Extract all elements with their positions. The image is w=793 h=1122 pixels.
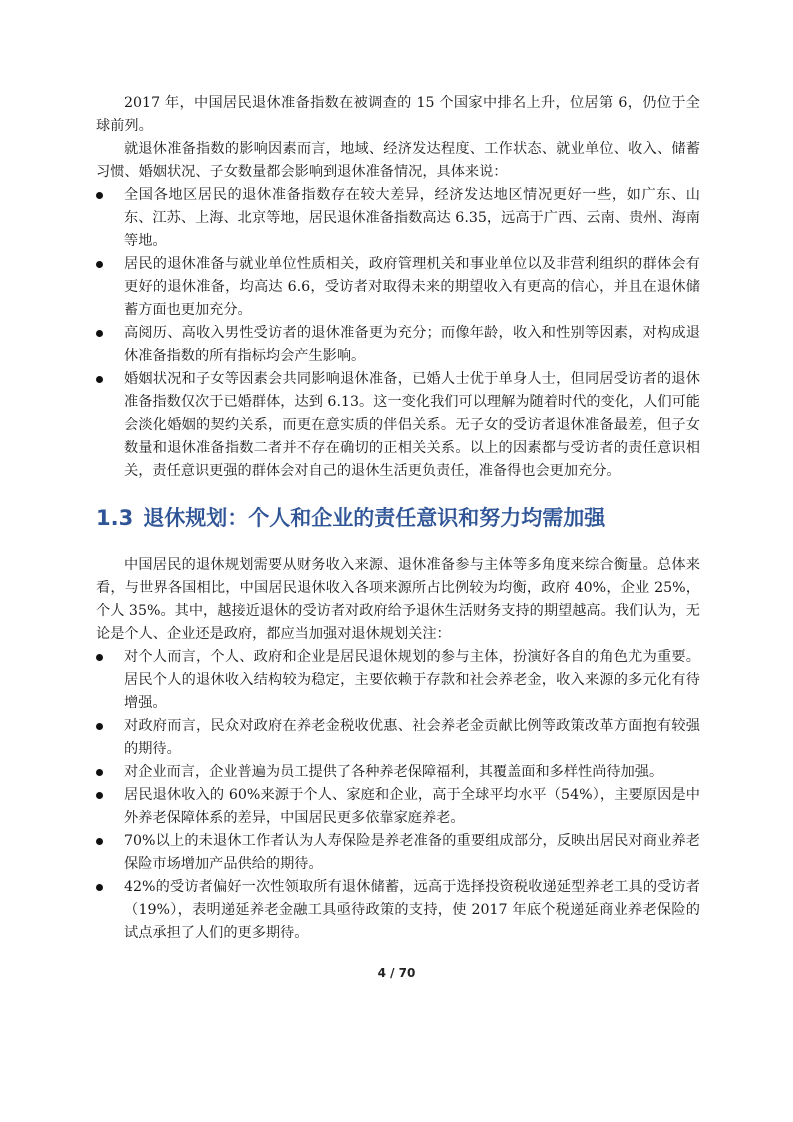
planning-text: 42%的受访者偏好一次性领取所有退休储蓄，远高于选择投资税收递延型养老工具的受访者（19%），表明递延养老金融工具亟待政策的支持，使 2017 年底个税递延商业养老保险的试点承担了人们的更多期待。	[124, 879, 700, 941]
bullet-icon	[96, 330, 103, 337]
bullet-icon	[96, 376, 103, 383]
factor-item-employer	[96, 253, 700, 322]
factor-list	[96, 184, 700, 483]
planning-item-life-insurance	[96, 830, 700, 876]
planning-item-enterprise	[96, 761, 700, 784]
planning-item-individual	[96, 646, 700, 715]
section-title: 退休规划：个人和企业的责任意识和努力均需加强	[143, 506, 606, 530]
intro-paragraph-ranking: 2017 年，中国居民退休准备指数在被调查的 15 个国家中排名上升，位居第 6，仍位于全球前列。	[96, 95, 700, 134]
planning-text: 对个人而言，个人、政府和企业是居民退休规划的参与主体，扮演好各自的角色尤为重要。居民个人的退休收入结构较为稳定，主要依赖于存款和社会养老金，收入来源的多元化有待增强。	[124, 649, 700, 711]
factor-text: 居民的退休准备与就业单位性质相关，政府管理机关和事业单位以及非营利组织的群体会有更好的退休准备，均高达 6.6，受访者对取得未来的期望收入有更高的信心，并且在退休储蓄方面也更加充分。	[124, 256, 700, 318]
planning-text: 居民退休收入的 60%来源于个人、家庭和企业，高于全球平均水平（54%），主要原因是中外养老保障体系的差异，中国居民更多依靠家庭养老。	[124, 787, 700, 826]
factor-text: 婚姻状况和子女等因素会共同影响退休准备，已婚人士优于单身人士，但同居受访者的退休准备指数仅次于已婚群体，达到 6.13。这一变化我们可以理解为随着时代的变化，人们可能会淡化婚姻的契约关系，而更在意实质的伴侣关系。无子女的受访者退休准备最差，但子女数量和退休准备指数二者并不存在确切的正相关关系。以上的因素都与受访者的责任意识相关，责任意识更强的群体会对自己的退休生活更负责任，准备得也会更加充分。	[124, 371, 700, 479]
section-intro-paragraph: 中国居民的退休规划需要从财务收入来源、退休准备参与主体等多角度来综合衡量。总体来看，与世界各国相比，中国居民退休收入各项来源所占比例较为均衡，政府 40%，企业 25%，个人 35%。其中，越接近退休的受访者对政府给予退休生活财务支持的期望越高。我们认为，无论是个人、企业还是政府，都应当加强对退休规划关注：	[96, 557, 700, 642]
planning-item-income-source	[96, 784, 700, 830]
page-body	[96, 92, 700, 945]
bullet-icon	[96, 723, 103, 730]
factor-item-region	[96, 184, 700, 253]
bullet-icon	[96, 884, 103, 891]
factor-text: 高阅历、高收入男性受访者的退休准备更为充分；而像年龄，收入和性别等因素，对构成退休准备指数的所有指标均会产生影响。	[124, 325, 700, 364]
bullet-icon	[96, 261, 103, 268]
bullet-icon	[96, 769, 103, 776]
page-number: 4 / 70	[377, 966, 416, 980]
bullet-icon	[96, 654, 103, 661]
planning-text: 70%以上的未退休工作者认为人寿保险是养老准备的重要组成部分，反映出居民对商业养老保险市场增加产品供给的期待。	[124, 833, 700, 872]
bullet-icon	[96, 792, 103, 799]
factor-item-income	[96, 322, 700, 368]
section-heading	[96, 503, 700, 533]
planning-list	[96, 646, 700, 945]
planning-text: 对企业而言，企业普遍为员工提供了各种养老保障福利，其覆盖面和多样性尚待加强。	[124, 764, 664, 780]
planning-text: 对政府而言，民众对政府在养老金税收优惠、社会养老金贡献比例等政策改革方面抱有较强的期待。	[124, 718, 700, 757]
bullet-icon	[96, 838, 103, 845]
section-number: 1.3	[96, 506, 134, 530]
bullet-icon	[96, 192, 103, 199]
planning-item-government	[96, 715, 700, 761]
intro-paragraph-factors: 就退休准备指数的影响因素而言，地域、经济发达程度、工作状态、就业单位、收入、储蓄习惯、婚姻状况、子女数量都会影响到退休准备情况，具体来说：	[96, 141, 700, 180]
factor-item-marriage	[96, 368, 700, 483]
planning-item-lump-sum	[96, 876, 700, 945]
factor-text: 全国各地区居民的退休准备指数存在较大差异，经济发达地区情况更好一些，如广东、山东、江苏、上海、北京等地，居民退休准备指数高达 6.35，远高于广西、云南、贵州、海南等地。	[124, 187, 700, 249]
